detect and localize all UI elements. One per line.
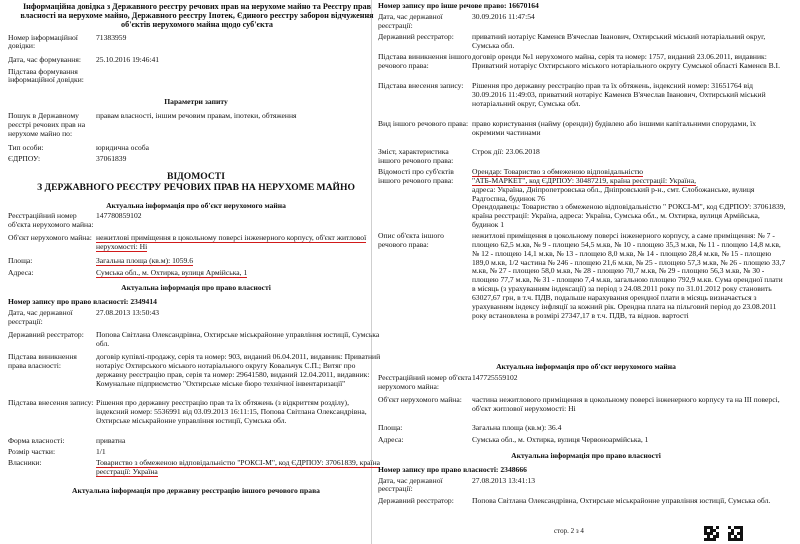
- right-value: Рішення про державну реєстрацію прав та їх обтяжень, індексний номер: 31651764 від 30.09.2016 11:49:03, приватний нотаріус Каменєв В'ячеслав Іванович, Охтирський міський нотаріальний округ, Сумська обл.: [472, 80, 766, 108]
- left-column: [0, 0, 392, 498]
- right-value: право користування (найму (оренди)) будівлею або іншими капітальними спорудами, їх окремими частинами: [472, 118, 757, 137]
- query-value: юридична особа: [96, 143, 150, 153]
- object2-row-area: [372, 424, 800, 436]
- object2-title: Актуальна інформація про об'єкт нерухомого майна: [496, 361, 676, 371]
- right-value: договір оренди №1 нерухомого майна, серія та номер: 1757, виданий 23.06.2011, видавник: Приватний нотаріус Охтирського міського нотаріального округу Сумської області Каменєв В.І.: [472, 51, 780, 70]
- right-row-basis: [372, 53, 800, 82]
- right-label: Підстава виникнення іншого речового права:: [378, 51, 472, 70]
- info-row-date: [0, 56, 392, 68]
- ownership1-row-owners: [0, 459, 392, 481]
- ownership1-value: Рішення про державну реєстрацію прав та їх обтяжень (з відкриттям розділу), індексний номер: 5536991 від 03.09.2013 16:11:15, Попова Світлана Олександрівна, Охтирське міськрайонне управління юстиції, Сумська обл.: [96, 398, 367, 425]
- qr-code-icon-2: [728, 526, 743, 541]
- lessor: Орендодавець: Товариство з обмеженою відповідальністю " РОКСІ-М", код ЄДРПОУ: 37061839, країна реєстрації: Україна, адреса: Україна, Сумська обл., м. Охтирка, вулиця Армійська, будинок 1: [472, 202, 786, 230]
- ownership1-label: Власники:: [8, 458, 42, 468]
- object1-address-highlight: Сумська обл., м. Охтирка, вулиця Армійська, 1: [96, 268, 248, 278]
- info-value: 25.10.2016 19:46:41: [96, 54, 160, 64]
- right-row-date: [372, 13, 800, 33]
- right-row-registrar: [372, 33, 800, 53]
- query-row-search: [0, 112, 392, 144]
- right-column: [372, 0, 800, 517]
- other-right-record: Номер запису про інше речове право: 16670164: [378, 1, 539, 10]
- object1-label: Площа:: [8, 256, 33, 266]
- query-row-type: [0, 144, 392, 155]
- ownership2-label: Дата, час державної реєстрації:: [378, 475, 443, 494]
- ownership2-row-registrar: [372, 497, 800, 517]
- query-row-edrpou: [0, 155, 392, 169]
- right-object-desc: нежитлові приміщення в цокольному поверсі інженерного корпусу, а саме приміщення: № 7 - площею 62,5 м.кв, № 9 - площею 54,5 м.кв, № 10 - площею 35,3 м.кв, № 11 - площею 14,8 м.кв, № 12 - площею 14,1 м.кв, № 13 - площею 8,0 м.кв, № 14 - площею 28,4 м.кв, № 15 - площею 189,0 м.кв, 1/2 частина № 246 - площею 21,6 м.кв, № 25 - площею 57,3 м.кв, № 26 - площею 33,7 м.кв, № 27 - площею 58,0 м.кв, № 28 - площею 70,7 м.кв, № 29 - площею 56,3 м.кв, № 30 - площею 77,7 м.кв, № 31 - площею 7,4 м.кв, загальною площею 792,9 м.кв. Сума орендної плати в місяць (з урахуванням індексації) за період з 24.08.2011 року по 31.01.2012 року становить 63027,67 грн, в т.ч. ПДВ, подальше нарахування орендної плати в місяць визначається з урахуванням індексу інфляції за кожний рік. Орендна плата на пільговий період до 23.08.2011 року встановлена в розмірі 27347,17 в т.ч. ПДВ, та віднов. вартості: [472, 230, 786, 320]
- object2-row-address: [372, 436, 800, 448]
- ownership1-label: Дата, час державної реєстрації:: [8, 308, 73, 326]
- object2-value: Сумська обл., м. Охтирка, вулиця Червоноармійська, 1: [472, 434, 649, 444]
- lessee-highlight-line1: Орендар: Товариство з обмеженою відповідальністю: [472, 166, 644, 176]
- ownership1-value: 27.08.2013 13:50:43: [96, 308, 160, 318]
- ownership1-row-date: [0, 309, 392, 331]
- object1-area-highlight: Загальна площа (кв.м): 1059.6: [96, 256, 194, 266]
- right-row-parties: [372, 168, 800, 232]
- right-label: Державний реєстратор:: [378, 31, 454, 41]
- query-label: Пошук в Державному реєстрі речових прав на нерухоме майно по:: [8, 111, 86, 139]
- object2-row-regnum: [372, 374, 800, 396]
- ownership2-value: Попова Світлана Олександрівна, Охтирське міськрайонне управління юстиції, Сумська обл.: [472, 495, 771, 505]
- ownership2-value: 27.08.2013 13:41:13: [472, 475, 536, 485]
- ownership2-title: Актуальна інформація про право власності: [511, 450, 661, 460]
- right-label: Опис об'єкта іншого речового права:: [378, 230, 444, 249]
- ownership1-title: Актуальна інформація про право власності: [121, 283, 271, 293]
- ownership1-record: Номер запису про право власності: 2349414: [8, 297, 157, 307]
- info-label: Підстава формування інформаційної довідки:: [8, 66, 84, 85]
- other-rights-title: Актуальна інформація про державну реєстрацію іншого речового права: [72, 486, 320, 496]
- info-row-number: [0, 34, 392, 56]
- right-label: Зміст, характеристика іншого речового права:: [378, 146, 454, 165]
- query-value: правам власності, іншим речовим правам, іпотеки, обтяження: [96, 111, 297, 121]
- right-row-kind: [372, 120, 800, 148]
- qr-code-icon: [704, 526, 719, 541]
- registry-title: ВІДОМОСТІ: [167, 171, 225, 183]
- lessee-address: адреса: Україна, Дніпропетровська обл., Дніпровський р-н., смт. Слобожанське, вулиця Радгоспна, будинок 76: [472, 184, 755, 203]
- ownership1-row-entry: [0, 399, 392, 437]
- right-row-entry: [372, 82, 800, 120]
- right-value: 30.09.2016 11:47:54: [472, 11, 535, 21]
- query-value: 37061839: [96, 154, 127, 164]
- ownership1-label: Державний реєстратор:: [8, 330, 84, 340]
- object1-label: Адреса:: [8, 268, 34, 278]
- page-number: стор. 2 з 4: [554, 527, 584, 535]
- ownership1-value: приватна: [96, 436, 126, 446]
- registry-subtitle: З ДЕРЖАВНОГО РЕЄСТРУ РЕЧОВИХ ПРАВ НА НЕРУХОМЕ МАЙНО: [37, 182, 355, 194]
- object1-value: 147780859102: [96, 211, 142, 221]
- right-value: Строк дії: 23.06.2018: [472, 146, 540, 156]
- right-row-object: [372, 232, 800, 360]
- ownership1-value: Попова Світлана Олександрівна, Охтирське міськрайонне управління юстиції, Сумська обл.: [96, 330, 380, 348]
- object2-row-object: [372, 396, 800, 424]
- object1-object-highlight: нежитлові приміщення в цокольному поверсі інженерного корпусу, об'єкт житлової нерухомості: Ні: [96, 233, 367, 252]
- object1-label: Об'єкт нерухомого майна:: [8, 233, 92, 243]
- info-label: Номер інформаційної довідки:: [8, 32, 78, 51]
- ownership2-row-date: [372, 477, 800, 497]
- info-label: Дата, час формування:: [8, 54, 81, 64]
- info-value: [96, 68, 392, 92]
- right-label: Підстава внесення запису:: [378, 80, 464, 90]
- object2-value: Загальна площа (кв.м): 36.4: [472, 422, 562, 432]
- info-value: 71383959: [96, 32, 127, 42]
- ownership1-label: Підстава внесення запису:: [8, 398, 94, 408]
- object2-value: 147725559102: [472, 372, 518, 382]
- ownership1-row-basis: [0, 353, 392, 399]
- object1-row-object: [0, 234, 392, 257]
- right-value: приватний нотаріус Каменєв В'ячеслав Іванович, Охтирський міський нотаріальний округ, Сумська обл.: [472, 31, 766, 50]
- right-label: Вид іншого речового права:: [378, 118, 469, 128]
- owners-highlight: Товариство з обмеженою відповідальністю "РОКСІ-М", код ЄДРПОУ: 37061839, країна реєстрації: Україна: [96, 458, 381, 476]
- ownership1-row-form: [0, 437, 392, 448]
- right-label: Відомості про суб'єктів іншого речового права:: [378, 166, 454, 185]
- query-label: ЄДРПОУ:: [8, 154, 41, 164]
- document-title: Інформаційна довідка з Державного реєстру речових прав на нерухоме майно та Реєстру прав власності на нерухоме майно, Державного реєстру Іпотек, Єдиного реєстру заборон відчуження об'єктів нерухомого майна щодо суб'єкта: [20, 2, 374, 30]
- object2-value: частина нежитлового приміщення в цокольному поверсі інженерного корпусу та на ІІІ поверсі, об'єкт житлової нерухомості: Ні: [472, 394, 780, 413]
- object2-label: Площа:: [378, 422, 403, 432]
- object1-row-address: [0, 269, 392, 281]
- right-row-term: [372, 148, 800, 168]
- ownership1-label: Форма власності:: [8, 436, 65, 446]
- object2-label: Адреса:: [378, 434, 404, 444]
- ownership1-value: 1/1: [96, 447, 106, 457]
- right-label: Дата, час державної реєстрації:: [378, 11, 443, 30]
- ownership2-record: Номер запису про право власності: 2348666: [378, 464, 527, 474]
- object1-title: Актуальна інформація про об'єкт нерухомого майна: [106, 200, 286, 210]
- ownership1-value: договір купівлі-продажу, серія та номер: 903, виданий 06.04.2011, видавник: Приватний нотаріус Охтирського міського нотаріального округу Ковальчук С.П.; Витяг про державну реєстрацію прав, серія та номер: 29641580, виданий 12.04.2011, видавник: Комунальне підприємство "Охтирське міське бюро технічної інвентаризації": [96, 352, 381, 388]
- object2-label: Реєстраційний номер об'єкта нерухомого майна:: [378, 372, 472, 391]
- ownership2-label: Державний реєстратор:: [378, 495, 454, 505]
- info-row-basis: [0, 68, 392, 92]
- query-title: Параметри запиту: [164, 96, 228, 106]
- ownership1-row-registrar: [0, 331, 392, 353]
- query-label: Тип особи:: [8, 143, 44, 153]
- lessee-highlight-line2: "АТБ-МАРКЕТ", код ЄДРПОУ: 30487219, країна реєстрації: Україна,: [472, 175, 696, 185]
- object2-label: Об'єкт нерухомого майна:: [378, 394, 462, 404]
- object1-label: Реєстраційний номер об'єкта нерухомого майна:: [8, 211, 94, 230]
- ownership1-label: Підстава виникнення права власності:: [8, 352, 77, 370]
- ownership1-label: Розмір частки:: [8, 447, 56, 457]
- object1-row-regnum: [0, 212, 392, 234]
